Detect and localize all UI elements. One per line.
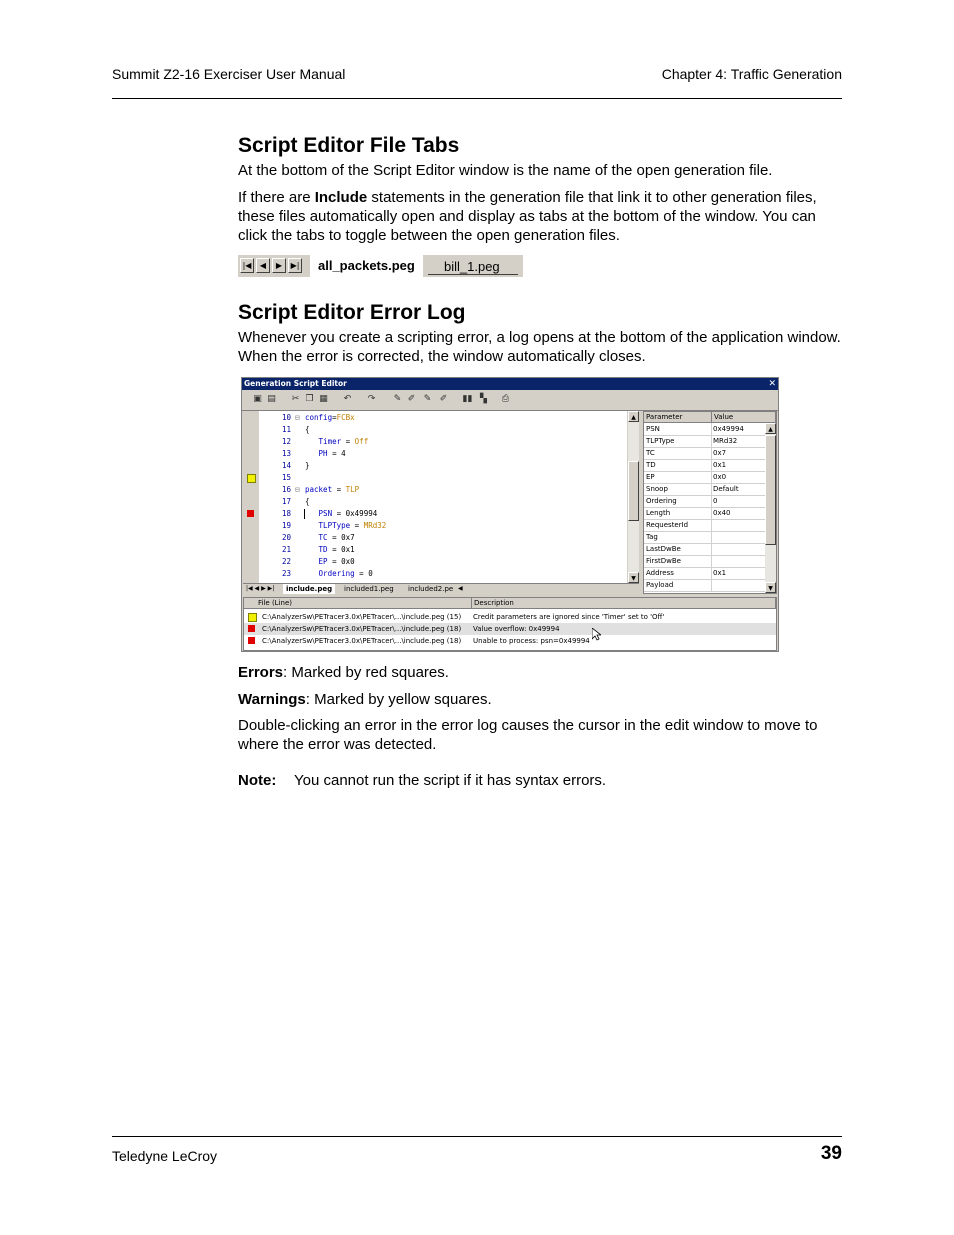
code-line[interactable] [305,413,355,422]
parameter-scrollbar[interactable] [765,423,776,593]
column-divider [711,519,712,531]
code-token: Ordering [305,569,355,578]
code-token: = 0x1 [327,545,355,554]
first-tab-button[interactable]: |◀ [240,258,254,273]
parameter-name: EP [646,473,655,481]
log-description: Unable to process: psn=0x49994 [473,637,590,645]
editor-vertical-scrollbar[interactable] [628,411,639,583]
code-token: config [305,413,333,422]
code-token: { [305,425,310,434]
parameter-name: Tag [646,533,658,541]
parameter-name: TC [646,449,655,457]
paragraph-file-tabs-intro: At the bottom of the Script Editor window is the name of the open generation file. [238,162,773,179]
parameter-name: FirstDwBe [646,557,681,565]
editor-tab-active[interactable]: include.peg [283,584,335,594]
warning-marker[interactable] [247,474,256,483]
column-divider [711,459,712,471]
code-token: TLPType [305,521,351,530]
column-divider [711,531,712,543]
parameter-value[interactable]: 0 [713,497,718,505]
code-token: FCBx [336,413,355,422]
parameter-name: Payload [646,581,674,589]
parameter-name: Address [646,569,674,577]
log-row[interactable] [244,635,776,647]
code-token: TLP [345,485,360,494]
error-log [243,597,777,651]
running-header-chapter: Chapter 4: Traffic Generation [661,66,842,82]
print-icon[interactable]: ⎙ [501,394,510,404]
line-number: 20 [281,533,291,542]
code-line[interactable] [305,461,310,470]
code-token: = 0x49994 [332,509,378,518]
last-tab-button[interactable]: ▶| [288,258,302,273]
scroll-thumb[interactable] [628,461,639,521]
code-token: { [305,497,310,506]
code-line[interactable] [305,497,310,506]
parameter-grid [643,411,777,594]
parameter-name: PSN [646,425,660,433]
code-line[interactable] [305,557,355,566]
column-divider [711,495,712,507]
footer-company: Teledyne LeCroy [112,1148,218,1164]
code-token: = 0x0 [327,557,355,566]
parameter-column-header[interactable]: Parameter [644,412,712,423]
warnings-note: Warnings: Marked by yellow squares. [238,691,492,708]
error-marker[interactable] [247,510,254,517]
file-tab-active[interactable]: all_packets.peg [310,255,423,277]
column-divider [711,447,712,459]
line-number: 16 [281,485,291,494]
copy-icon[interactable]: ❐ [305,394,314,404]
section-title-file-tabs: Script Editor File Tabs [238,134,460,157]
tab-scroll-left-icon[interactable]: ◀ [458,585,463,592]
undo-icon[interactable]: ↶ [343,394,352,404]
double-click-paragraph: Double-clicking an error in the error log causes the cursor in the edit window to move to where the error was detected. [238,717,818,753]
scroll-down-icon[interactable]: ▼ [765,582,776,593]
binoculars-icon[interactable]: ▮▮ [462,394,473,404]
column-divider [711,567,712,579]
code-editor[interactable] [259,411,627,583]
log-file-line: C:\AnalyzerSw\PETracer3.0x\PETracer\...\include.peg (18) [262,637,462,645]
parameter-value[interactable]: 0x0 [713,473,727,481]
column-divider [711,507,712,519]
code-line[interactable] [305,569,373,578]
parameter-value[interactable]: 0x1 [713,461,727,469]
column-divider [711,471,712,483]
error-marker [248,625,255,632]
prev-tab-button[interactable]: ◀ [256,258,270,273]
note-text: You cannot run the script if it has syntax errors. [294,772,607,789]
column-divider [711,543,712,555]
description-column-header[interactable]: Description [472,598,776,609]
log-row[interactable] [244,611,776,623]
goto-icon[interactable]: ▚ [480,394,487,404]
code-token: TD [305,545,328,554]
code-line[interactable] [305,521,386,530]
paragraph-include-statements: If there are Include statements in the generation file that link it to other generation files, these files automatically open and display as tabs at the bottom of the window. You can click the tabs to toggle between the open generation files. [238,189,817,244]
line-number: 17 [281,497,291,506]
code-token: Off [354,437,369,446]
log-description: Value overflow: 0x49994 [473,625,560,633]
file-tabs-figure [238,255,523,277]
code-token: = [341,437,355,446]
parameter-name: Ordering [646,497,677,505]
line-number: 23 [281,569,291,578]
page-number: 39 [820,1143,842,1164]
parameter-value[interactable]: 0x7 [713,449,727,457]
scroll-thumb[interactable] [765,435,776,545]
code-token: } [305,461,310,470]
parameter-value[interactable]: Default [713,485,739,493]
line-number: 15 [281,473,291,482]
editor-toolbar [242,390,778,411]
code-token: TC [305,533,328,542]
parameter-row[interactable] [644,579,765,592]
parameter-name: Length [646,509,671,517]
code-line[interactable] [305,545,355,554]
line-number: 11 [281,425,291,434]
footer-rule [112,1136,842,1137]
code-line[interactable] [305,485,359,494]
save-icon[interactable]: ▣ [253,394,262,404]
section-title-error-log: Script Editor Error Log [238,301,466,324]
parameter-name: TD [646,461,656,469]
parameter-value[interactable]: 0x40 [713,509,731,517]
line-number: 21 [281,545,291,554]
code-token: PH [305,449,328,458]
window-title-bar [242,378,778,390]
redo-icon[interactable]: ↷ [367,394,376,404]
note-label: Note: [238,772,277,789]
editor-tab[interactable]: included2.pe [408,585,454,593]
parameter-name: Snoop [646,485,668,493]
log-file-line: C:\AnalyzerSw\PETracer3.0x\PETracer\...\include.peg (18) [262,625,462,633]
log-description: Credit parameters are ignored since 'Timer' set to 'Off' [473,613,665,621]
parameter-name: TLPType [646,437,675,445]
log-row[interactable] [244,623,776,635]
code-token: MRd32 [363,521,387,530]
code-token: packet [305,485,333,494]
column-divider [711,435,712,447]
tab-nav-icon[interactable]: |◀ ◀ ▶ ▶| [246,585,275,592]
parameter-value[interactable]: 0x1 [713,569,727,577]
editor-tab[interactable]: included1.peg [344,585,394,593]
code-line[interactable] [305,437,368,446]
mouse-pointer-icon [592,628,601,641]
code-token: = [332,413,337,422]
line-number: 18 [281,509,291,518]
cut-icon[interactable]: ✂ [291,394,300,404]
scroll-down-icon[interactable]: ▼ [628,572,639,583]
open-icon[interactable]: ▤ [267,394,276,404]
script-editor-window [241,377,779,652]
text-caret [304,509,305,519]
scroll-up-icon[interactable]: ▲ [628,411,639,422]
line-number: 19 [281,521,291,530]
column-divider [711,423,712,435]
running-header-title: Summit Z2-16 Exerciser User Manual [112,66,346,82]
find-icon[interactable]: ✎ [393,394,402,404]
column-divider [711,483,712,495]
next-tab-button[interactable]: ▶ [272,258,286,273]
parameter-name: LastDwBe [646,545,681,553]
paste-icon[interactable]: ▦ [319,394,328,404]
code-token: PSN [305,509,333,518]
line-number: 14 [281,461,291,470]
paragraph-error-log-intro: Whenever you create a scripting error, a log opens at the bottom of the application window. When the error is corrected, the window automatically closes. [238,329,841,365]
file-line-column-header[interactable]: File (Line) [244,598,472,609]
code-line[interactable] [305,425,310,434]
line-number: 10 [281,413,291,422]
code-line[interactable] [305,509,377,518]
code-token: = [332,485,346,494]
parameter-name: RequesterId [646,521,689,529]
code-token: = 0x7 [327,533,355,542]
header-rule [112,98,842,99]
code-token: = 4 [327,449,346,458]
close-icon[interactable]: ✕ [768,379,776,389]
code-line[interactable] [305,449,346,458]
line-number: 13 [281,449,291,458]
code-line[interactable] [305,533,355,542]
fold-toggle-icon[interactable]: ⊟ [295,485,300,494]
window-title: Generation Script Editor [244,379,347,388]
error-gutter [243,411,259,583]
code-token: Timer [305,437,342,446]
parameter-value[interactable]: 0x49994 [713,425,744,433]
replace-icon[interactable]: ✐ [407,394,416,404]
error-marker [248,637,255,644]
line-number: 22 [281,557,291,566]
fold-toggle-icon[interactable]: ⊟ [295,413,300,422]
log-file-line: C:\AnalyzerSw\PETracer3.0x\PETracer\...\include.peg (15) [262,613,462,621]
column-divider [711,555,712,567]
editor-file-tabs [243,583,639,595]
column-divider [711,579,712,591]
line-number: 12 [281,437,291,446]
file-tab-inactive[interactable]: bill_1.peg [428,258,518,275]
value-column-header[interactable]: Value [712,412,776,423]
scroll-up-icon[interactable]: ▲ [765,423,776,434]
code-token: = [350,521,364,530]
find-next-icon[interactable]: ✎ [423,394,432,404]
code-token: = 0 [354,569,373,578]
warning-marker [248,613,257,622]
code-token: EP [305,557,328,566]
errors-note: Errors: Marked by red squares. [238,664,449,681]
parameter-value[interactable]: MRd32 [713,437,738,445]
find-prev-icon[interactable]: ✐ [439,394,448,404]
